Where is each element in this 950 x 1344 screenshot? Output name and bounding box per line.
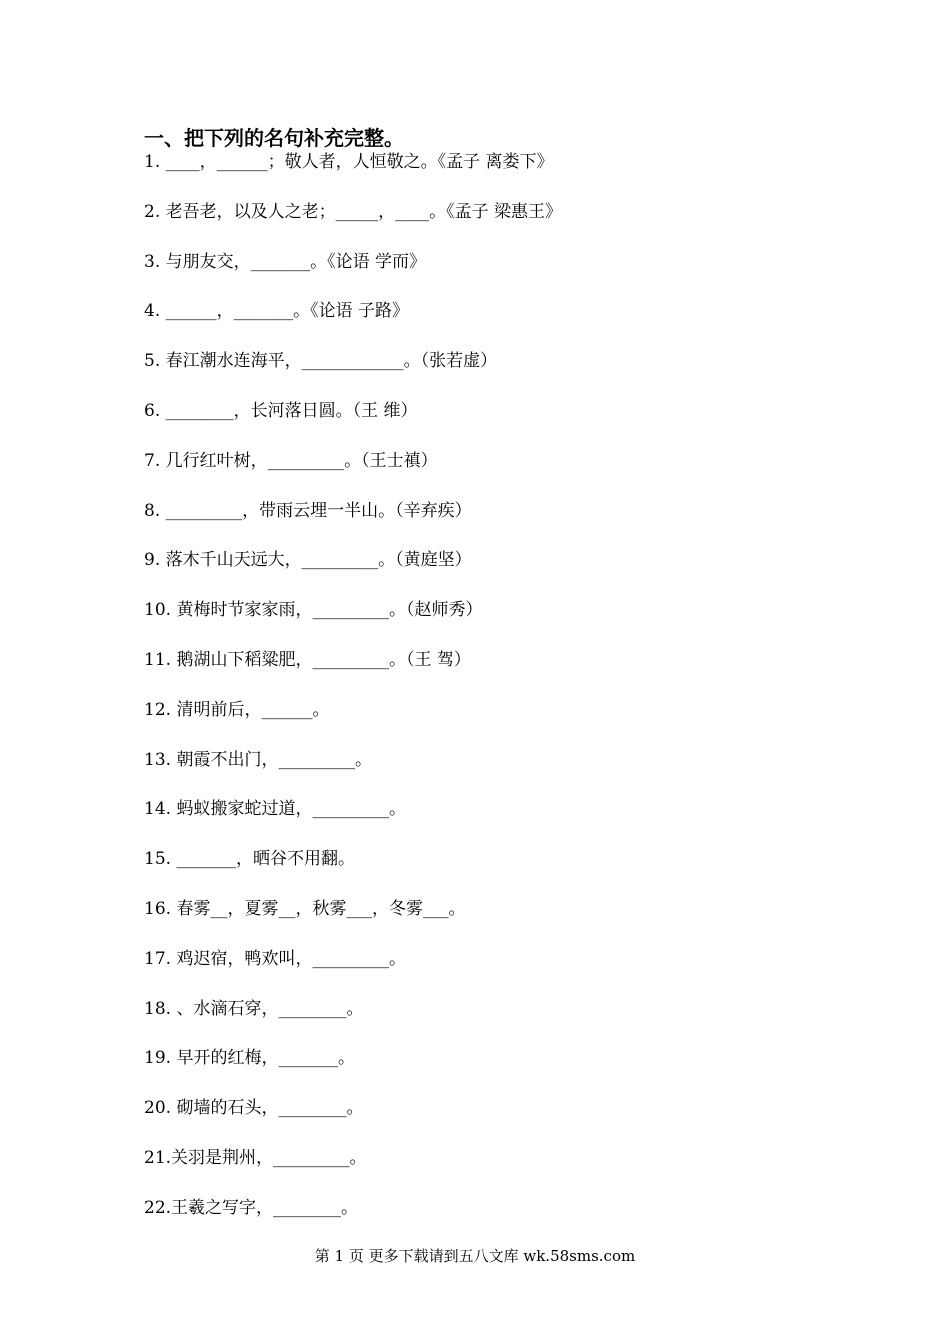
question-item: 1. ____，______；敬人者，人恒敬之。《孟子 离娄下》: [144, 152, 554, 172]
question-item: 3. 与朋友交，_______。《论语 学而》: [144, 251, 427, 272]
question-item: 18. 、水滴石穿，________。: [144, 998, 364, 1019]
question-item: 9. 落木千山天远大，_________。（黄庭坚）: [144, 550, 472, 571]
question-item: 12. 清明前后，______。: [144, 699, 330, 720]
question-item: 21.关羽是荆州，_________。: [144, 1147, 367, 1168]
question-item: 14. 蚂蚁搬家蛇过道，_________。: [144, 799, 406, 820]
question-item: 5. 春江潮水连海平，____________。（张若虚）: [144, 351, 498, 372]
question-item: 13. 朝霞不出门，_________。: [144, 749, 372, 770]
question-item: 15. _______，晒谷不用翻。: [144, 849, 355, 870]
page-footer: 第 1 页 更多下载请到五八文库 wk.58sms.com: [314, 1247, 636, 1265]
question-item: 7. 几行红叶树，_________。（王士禛）: [144, 450, 438, 471]
question-list: [144, 148, 562, 1244]
question-item: 10. 黄梅时节家家雨，_________。（赵师秀）: [144, 600, 483, 621]
question-item: 17. 鸡迟宿，鸭欢叫，_________。: [144, 948, 406, 969]
question-item: 6. ________，长河落日圆。（王 维）: [144, 400, 418, 421]
question-item: 20. 砌墙的石头，________。: [144, 1098, 364, 1119]
question-item: 4. ______，_______。《论语 子路》: [144, 301, 410, 322]
question-item: 11. 鹅湖山下稻粱肥，_________。（王 驾）: [144, 649, 471, 670]
question-item: 16. 春雾__，夏雾__，秋雾___，冬雾___。: [144, 898, 466, 919]
question-item: 22.王羲之写字，________。: [144, 1197, 359, 1218]
question-item: 8. _________，带雨云埋一半山。（辛弃疾）: [144, 500, 472, 521]
section-title: 一、把下列的名句补充完整。: [144, 126, 404, 150]
question-item: 19. 早开的红梅，_______。: [144, 1048, 355, 1069]
question-item: 2. 老吾老，以及人之老；_____，____。《孟子 梁惠王》: [144, 201, 563, 222]
